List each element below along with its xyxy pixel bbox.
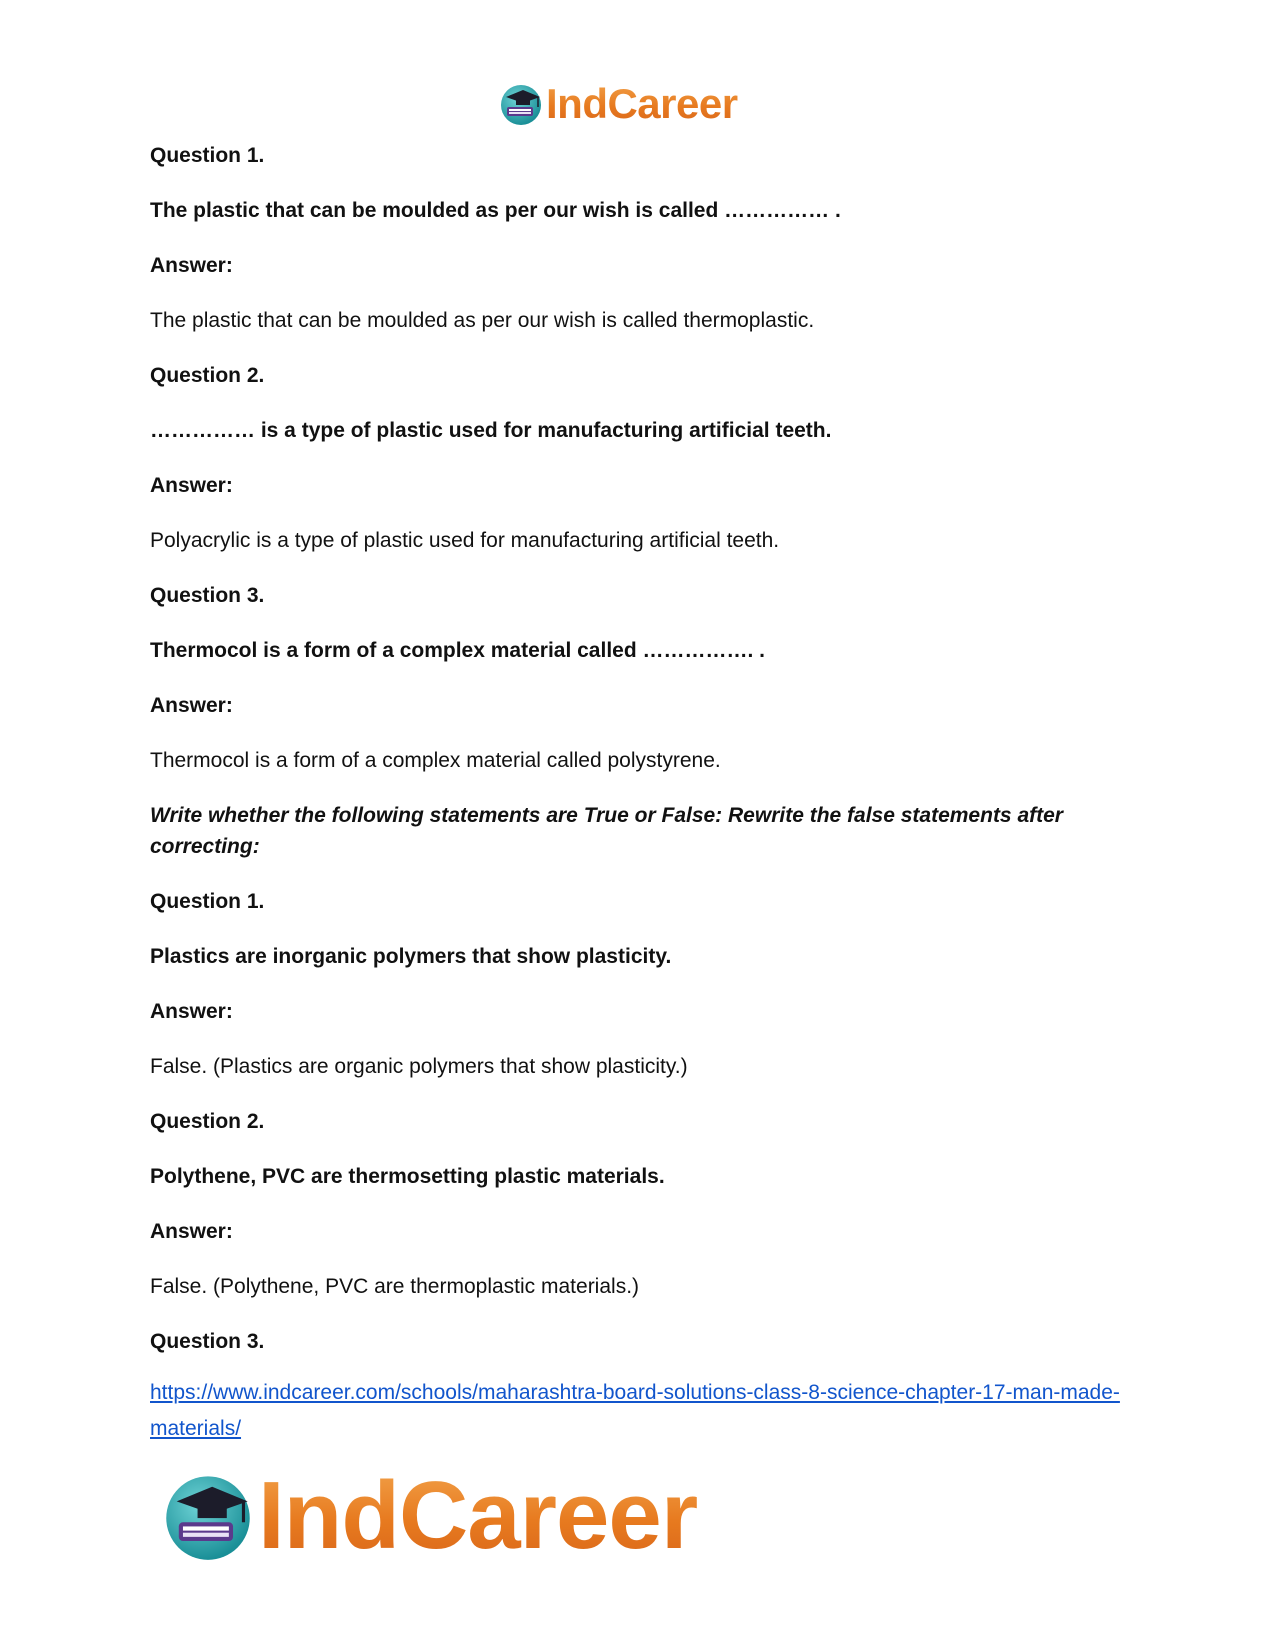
answer-text: Thermocol is a form of a complex material called polystyrene.: [150, 749, 721, 772]
document-body: [150, 140, 1130, 1471]
source-link[interactable]: https://www.indcareer.com/schools/maharashtra-board-solutions-class-8-science-chapter-17-man-made-materials/: [150, 1381, 1120, 1440]
indcareer-logo-bottom: [160, 1462, 698, 1569]
answer-text: Polyacrylic is a type of plastic used for manufacturing artificial teeth.: [150, 529, 780, 552]
answer-text: The plastic that can be moulded as per our wish is called thermoplastic.: [150, 309, 815, 332]
logo-wordmark: IndCareer: [258, 1462, 698, 1569]
graduation-cap-book-globe-icon: [498, 81, 544, 127]
graduation-cap-book-globe-icon: [160, 1468, 256, 1564]
question-text: Thermocol is a form of a complex material called ……………. .: [150, 639, 765, 662]
question-heading: Question 3.: [150, 584, 265, 607]
answer-label: Answer:: [150, 1220, 233, 1243]
answer-label: Answer:: [150, 694, 233, 717]
answer-text: False. (Polythene, PVC are thermoplastic materials.): [150, 1275, 640, 1298]
answer-label: Answer:: [150, 1000, 233, 1023]
question-heading: Question 3.: [150, 1330, 265, 1353]
answer-text: False. (Plastics are organic polymers that show plasticity.): [150, 1055, 688, 1078]
question-heading: Question 2.: [150, 1110, 265, 1133]
section-instruction: Write whether the following statements are True or False: Rewrite the false statements after correcting:: [150, 804, 1069, 858]
question-heading: Question 1.: [150, 890, 265, 913]
question-text: Polythene, PVC are thermosetting plastic materials.: [150, 1165, 665, 1188]
logo-wordmark: IndCareer: [546, 80, 738, 127]
question-text: …………… is a type of plastic used for manufacturing artificial teeth.: [150, 419, 832, 442]
question-text: The plastic that can be moulded as per our wish is called …………… .: [150, 199, 841, 222]
answer-label: Answer:: [150, 254, 233, 277]
question-text: Plastics are inorganic polymers that show plasticity.: [150, 945, 672, 968]
answer-label: Answer:: [150, 474, 233, 497]
question-heading: Question 2.: [150, 364, 265, 387]
indcareer-logo-top: [498, 76, 738, 132]
question-heading: Question 1.: [150, 144, 265, 167]
